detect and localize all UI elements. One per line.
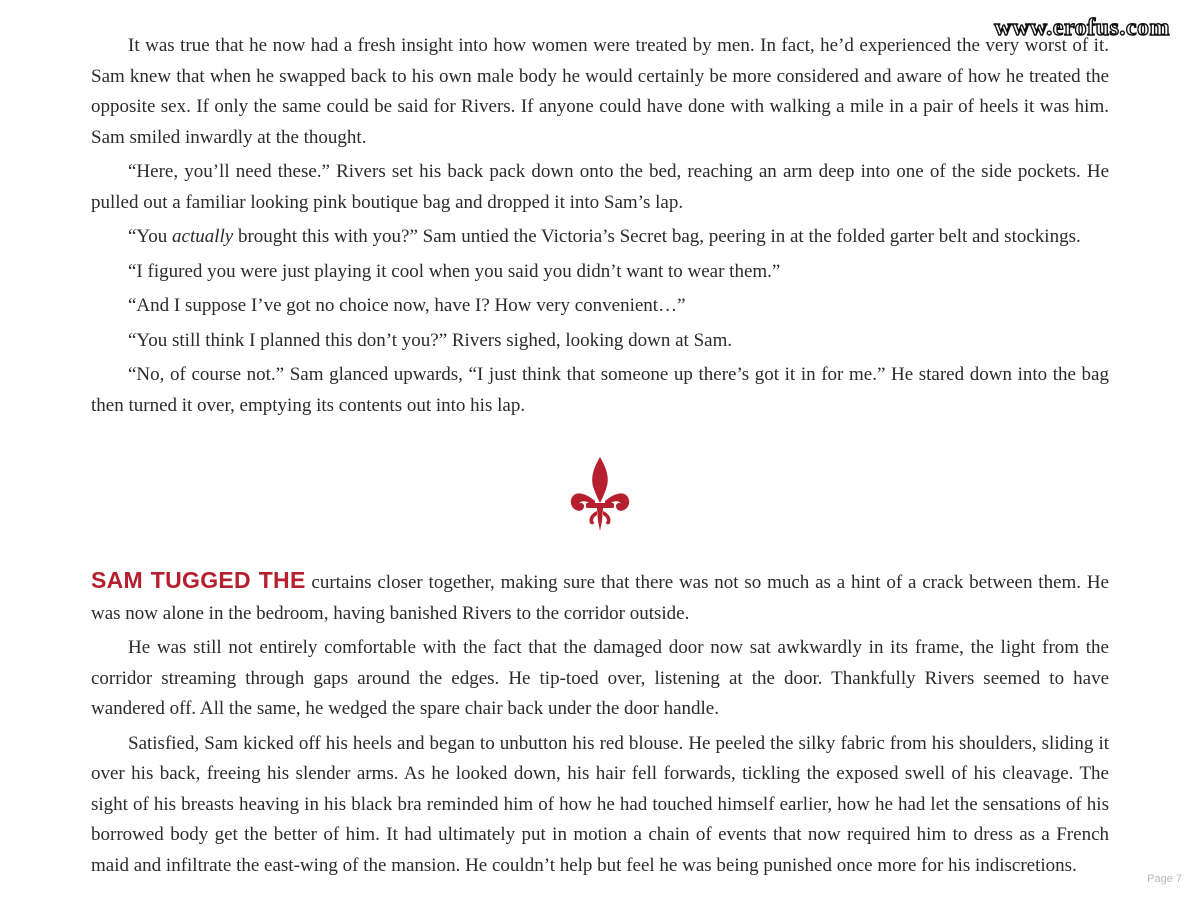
paragraph: “Here, you’ll need these.” Rivers set his back pack down onto the bed, reaching an arm deep into one of the side pockets. He pulled out a familiar looking pink boutique bag and dropped it into Sam’s lap. <box>91 161 1109 213</box>
fleur-de-lis-icon <box>568 455 632 533</box>
paragraph: “You still think I planned this don’t you?” Rivers sighed, looking down at Sam. <box>128 329 733 351</box>
paragraph-text: curtains closer together, making sure that there was not so much as a hint of a crack between them. He was now alone in the bedroom, having banished Rivers to the corridor outside. <box>91 572 1109 624</box>
lead-in-caps: SAM TUGGED THE <box>91 567 306 593</box>
page-body <box>91 31 1109 885</box>
paragraph: “And I suppose I’ve got no choice now, have I? How very convenient…” <box>128 295 686 316</box>
paragraph: Satisfied, Sam kicked off his heels and began to unbutton his red blouse. He peeled the silky fabric from his shoulders, sliding it over his back, freeing his slender arms. As he looked down, his hair fell forwards, tickling the exposed swell of his cleavage. The sight of his breasts heaving in his black bra reminded him of how he had touched himself earlier, how he had let the sensations of his borrowed body get the better of him. It had ultimately put in motion a chain of events that now required him to dress as a French maid and infiltrate the east-wing of the mansion. He couldn’t help but feel he was being punished once more for his indiscretions. <box>91 732 1109 876</box>
paragraph <box>91 565 1109 629</box>
paragraph: “I figured you were just playing it cool when you said you didn’t want to wear them.” <box>128 260 781 282</box>
section-one <box>91 31 1109 421</box>
paragraph <box>91 222 1109 253</box>
paragraph-text: brought this with you?” Sam untied the Victoria’s Secret bag, peering in at the folded garter belt and stockings. <box>233 226 1081 247</box>
emphasis-text: actually <box>172 226 234 247</box>
watermark: www.erofus.com <box>990 14 1174 42</box>
paragraph: He was still not entirely comfortable with the fact that the damaged door now sat awkwardly in its frame, the light from the corridor streaming through gaps around the edges. He tip-toed over, listening at the door. Thankfully Rivers seemed to have wandered off. All the same, he wedged the spare chair back under the door handle. <box>91 637 1109 719</box>
section-two <box>91 565 1109 881</box>
paragraph: “No, of course not.” Sam glanced upwards, “I just think that someone up there’s got it in for me.” He stared down into the bag then turned it over, emptying its contents out into his lap. <box>91 364 1109 416</box>
paragraph: It was true that he now had a fresh insight into how women were treated by men. In fact, he’d experienced the very worst of it. Sam knew that when he swapped back to his own male body he would certainly be more considered and aware of how he treated the opposite sex. If only the same could be said for Rivers. If anyone could have done with walking a mile in a pair of heels it was him. Sam smiled inwardly at the thought. <box>91 35 1109 148</box>
page-number: Page 7 <box>1147 873 1182 885</box>
paragraph-text: “You <box>128 226 173 247</box>
section-divider <box>91 449 1109 539</box>
